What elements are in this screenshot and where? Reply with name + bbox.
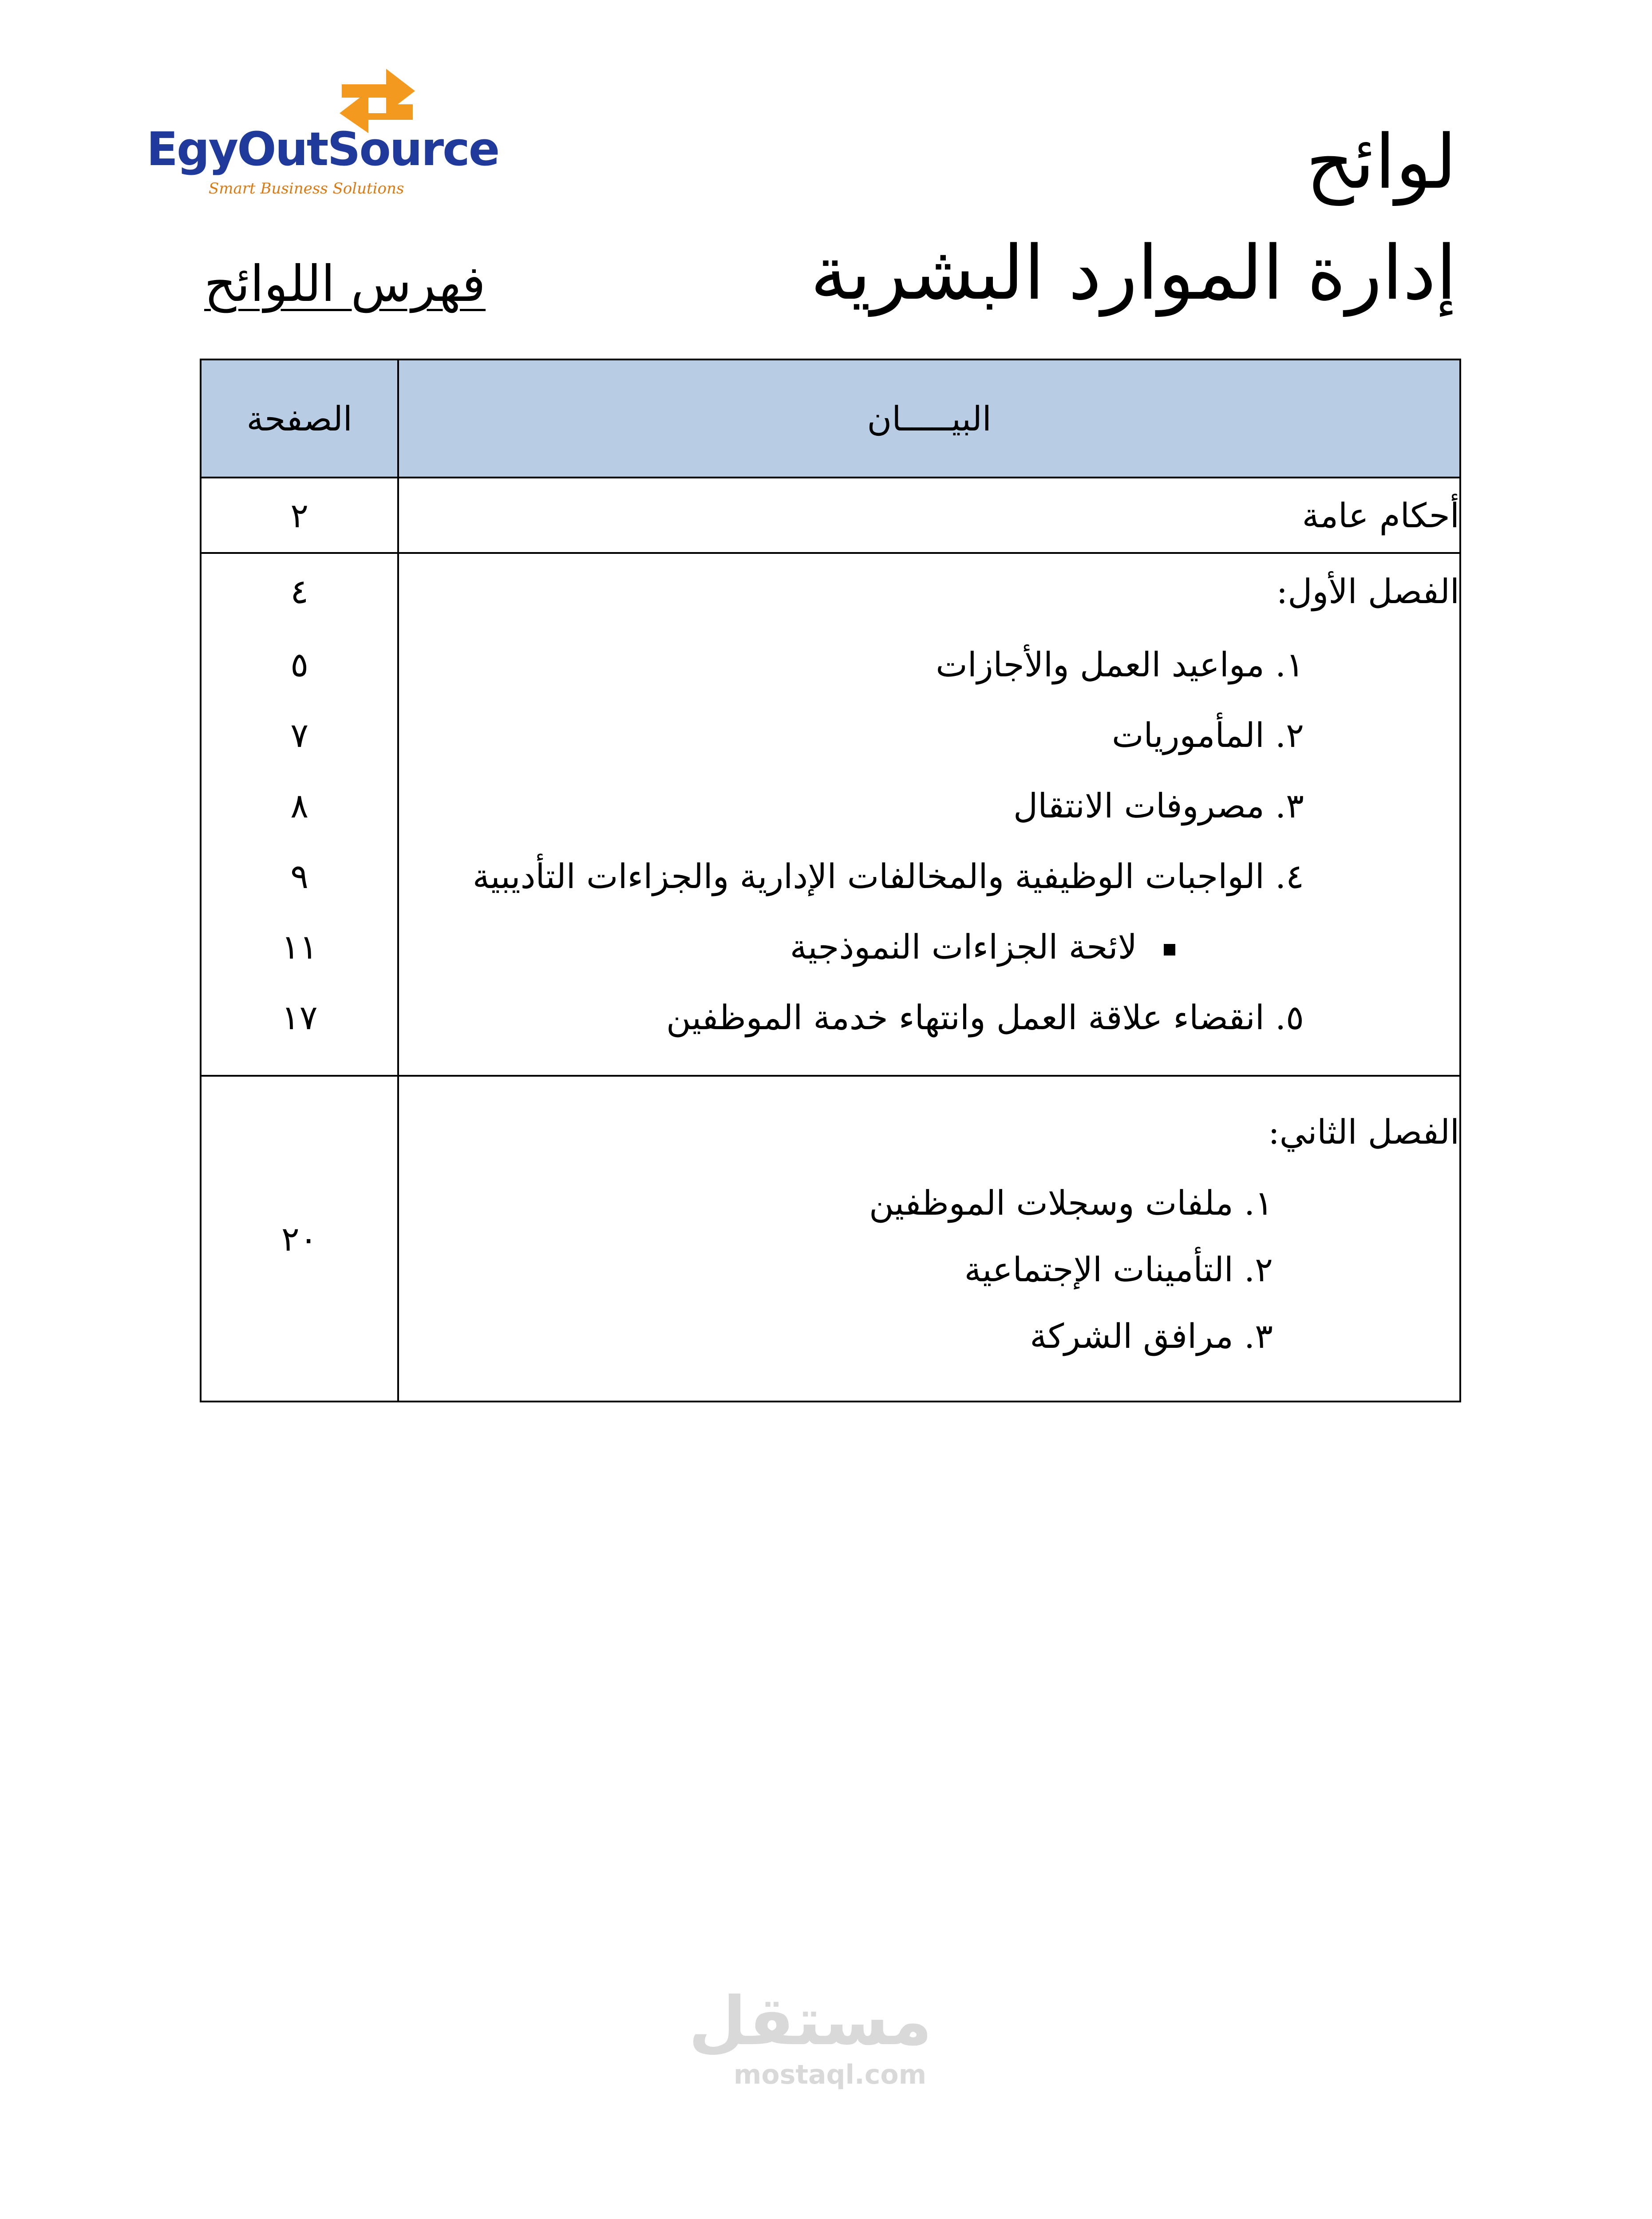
chapter1-page-3: ٧ xyxy=(290,715,309,755)
chapter1-page-2: ٥ xyxy=(290,645,309,684)
document-title xyxy=(810,107,1457,328)
toc-header-page: الصفحة xyxy=(201,359,398,478)
toc-row-chapter2 xyxy=(201,1076,1460,1402)
chapter2-title: الفصل الثاني: xyxy=(1268,1112,1459,1152)
index-title: فهرس اللوائح xyxy=(204,255,486,313)
chapter1-page-6: ١١ xyxy=(281,927,318,967)
toc-general-label: أحكام عامة xyxy=(398,478,1460,553)
chapter1-item-5: ٥. انقضاء علاقة العمل وانتهاء خدمة الموظفين xyxy=(666,998,1304,1037)
chapter1-page-4: ٨ xyxy=(290,786,309,825)
chapter1-page-7: ١٧ xyxy=(281,998,318,1037)
logo-brand-text: EgyOutSource xyxy=(146,122,499,176)
title-line-1: لوائح xyxy=(1306,118,1457,205)
chapter1-page-5: ٩ xyxy=(290,857,309,896)
chapter1-bullet-item xyxy=(399,912,1459,982)
title-line-2: إدارة الموارد البشرية xyxy=(810,229,1457,316)
company-logo xyxy=(146,67,499,200)
toc-row-general xyxy=(201,478,1460,553)
watermark-arabic: مستقل xyxy=(688,1983,932,2060)
chapter1-item-1: ١. مواعيد العمل والأجازات xyxy=(936,645,1304,684)
chapter1-contents xyxy=(398,553,1460,1076)
chapter1-title: الفصل الأول: xyxy=(1276,572,1459,611)
toc-row-chapter1 xyxy=(201,553,1460,1076)
watermark xyxy=(688,1983,932,2090)
toc-table xyxy=(200,359,1461,1402)
chapter1-bullet-label: لائحة الجزاءات النموذجية xyxy=(790,927,1137,967)
logo-tagline: Smart Business Solutions xyxy=(209,180,404,197)
chapter2-item-3: ٣. مرافق الشركة xyxy=(1030,1316,1273,1356)
toc-general-page: ٢ xyxy=(201,478,398,553)
watermark-latin: mostaql.com xyxy=(733,2059,927,2090)
chapter1-item-4: ٤. الواجبات الوظيفية والمخالفات الإدارية والجزاءات التأديبية xyxy=(472,857,1304,896)
square-bullet-icon xyxy=(1164,944,1175,956)
chapter2-item-1: ١. ملفات وسجلات الموظفين xyxy=(869,1183,1273,1223)
chapter2-item-2: ٢. التأمينات الإجتماعية xyxy=(964,1250,1273,1289)
toc-header-row xyxy=(201,359,1460,478)
chapter2-contents xyxy=(398,1076,1460,1402)
chapter1-item-2: ٢. المأموريات xyxy=(1111,715,1304,755)
chapter1-page-1: ٤ xyxy=(290,572,309,611)
chapter1-pages xyxy=(201,553,398,1076)
toc-header-description: البيـــــان xyxy=(398,359,1460,478)
chapter2-page: ٢٠ xyxy=(201,1076,398,1402)
chapter1-item-3: ٣. مصروفات الانتقال xyxy=(1013,786,1304,825)
